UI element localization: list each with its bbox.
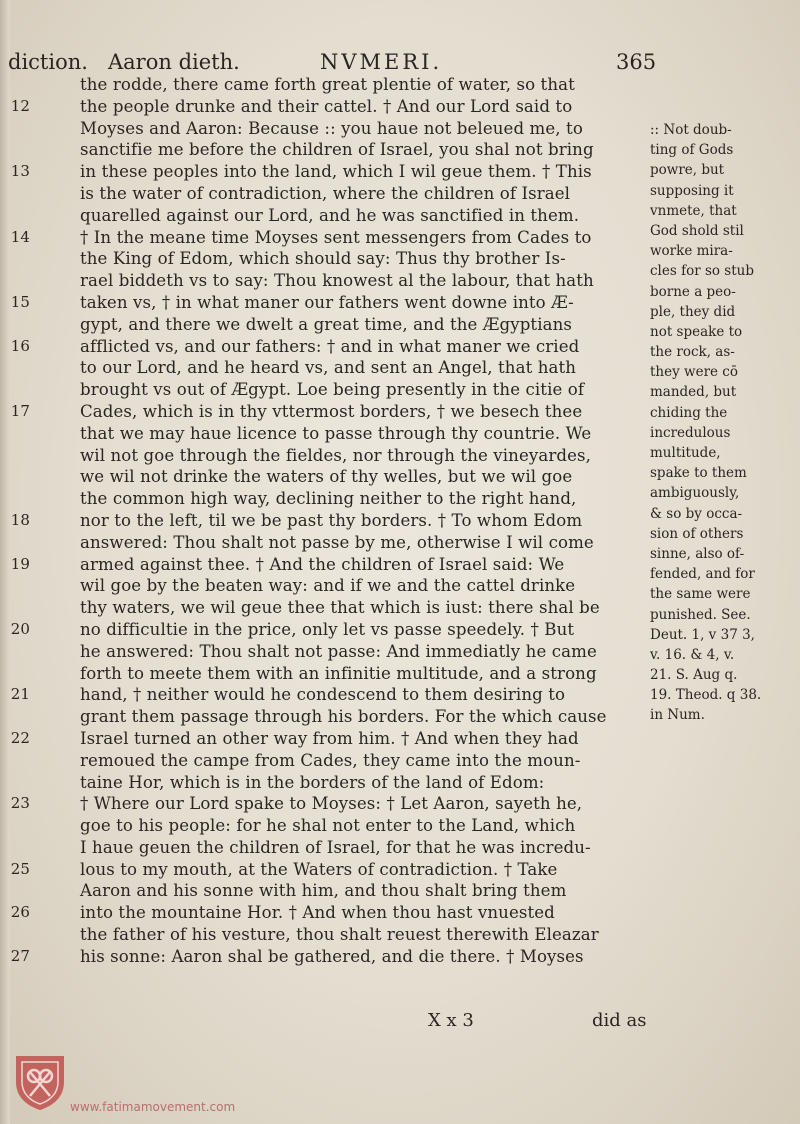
line-text: into the mountaine Hor. † And when thou hast vnuested [80, 903, 555, 923]
page-number: 365 [616, 50, 657, 74]
line-text: † Where our Lord spake to Moyses: † Let Aaron, sayeth he, [80, 794, 583, 814]
text-line [80, 750, 650, 772]
text-line [80, 248, 650, 270]
line-text: the people drunke and their cattel. † And our Lord said to [80, 96, 573, 116]
line-text: remoued the campe from Cades, they came into the moun- [80, 750, 581, 770]
note-line: God shold stil [650, 222, 744, 239]
line-text: gypt, and there we dwelt a great time, and the Ægyptians [80, 314, 572, 334]
note-line: Deut. 1, v 37 3, [650, 626, 755, 643]
note-line: incredulous [650, 424, 731, 441]
line-text: is the water of contradiction, where the children of Israel [80, 183, 571, 203]
text-line [10, 161, 650, 183]
shield-logo-icon [12, 1052, 68, 1112]
text-line [80, 270, 650, 292]
text-line [10, 292, 650, 314]
text-line [80, 488, 650, 510]
line-text: thy waters, we wil geue thee that which is iust: there shal be [80, 598, 600, 618]
text-line [80, 379, 650, 401]
text-line [10, 728, 650, 750]
note-line: in Num. [650, 707, 705, 724]
text-line [80, 575, 650, 597]
note-line: v. 16. & 4, v. [650, 646, 735, 663]
note-line: not speake to [650, 323, 743, 340]
text-line [80, 837, 650, 859]
note-line: worke mira- [650, 243, 733, 260]
note-line: 19. Theod. q 38. [650, 687, 762, 704]
catchword: did as [592, 1010, 647, 1031]
verse-number: 18 [10, 510, 30, 529]
running-head: Aaron dieth. [108, 50, 240, 74]
signature-mark: X x 3 [428, 1010, 474, 1031]
verse-number: 14 [10, 227, 30, 246]
note-line: chiding the [650, 404, 728, 421]
marginal-note [650, 120, 770, 726]
verse-number: 13 [10, 162, 30, 181]
text-line [80, 423, 650, 445]
line-text: in these peoples into the land, which I wil geue them. † This [80, 162, 592, 182]
verse-number: 12 [10, 96, 30, 115]
watermark-url: www.fatimamovement.com [70, 1100, 236, 1114]
note-line: sinne, also of- [650, 545, 745, 562]
line-text: nor to the left, til we be past thy borders. † To whom Edom [80, 510, 583, 530]
text-line [10, 859, 650, 881]
line-text: rael biddeth vs to say: Thou knowest al the labour, that hath [80, 271, 594, 291]
note-line: 21. S. Aug q. [650, 667, 738, 684]
text-line [80, 772, 650, 794]
text-line [10, 336, 650, 358]
note-line: borne a peo- [650, 283, 736, 300]
line-text: answered: Thou shalt not passe by me, otherwise I wil come [80, 532, 594, 552]
verse-number: 15 [10, 292, 30, 311]
text-line [10, 684, 650, 706]
text-line [10, 793, 650, 815]
verse-number: 26 [10, 903, 30, 922]
book-title: NVMERI. [320, 50, 443, 74]
text-line [80, 663, 650, 685]
verse-number: 20 [10, 619, 30, 638]
text-line [10, 554, 650, 576]
line-text: the father of his vesture, thou shalt reuest therewith Eleazar [80, 925, 599, 945]
line-text: goe to his people: for he shal not enter to the Land, which [80, 816, 576, 836]
note-line: ting of Gods [650, 142, 734, 159]
line-text: Aaron and his sonne with him, and thou shalt bring them [80, 881, 567, 901]
line-text: that we may haue licence to passe through thy countrie. We [80, 423, 592, 443]
line-text: armed against thee. † And the children of Israel said: We [80, 554, 565, 574]
verse-number: 27 [10, 946, 30, 965]
text-line [80, 466, 650, 488]
line-text: † In the meane time Moyses sent messengers from Cades to [80, 227, 592, 247]
line-text: quarelled against our Lord, and he was sanctified in them. [80, 205, 580, 225]
text-line [80, 118, 650, 140]
line-text: Cades, which is in thy vttermost borders, † we besech thee [80, 401, 583, 421]
line-text: he answered: Thou shalt not passe: And immediatly he came [80, 641, 597, 661]
line-text: brought vs out of Ægypt. Loe being presently in the citie of [80, 380, 585, 400]
note-line: the rock, as- [650, 344, 735, 361]
text-line [80, 641, 650, 663]
line-text: the rodde, there came forth great plentie of water, so that [80, 75, 575, 94]
note-line: spake to them [650, 465, 747, 482]
line-text: we wil not drinke the waters of thy welles, but we wil goe [80, 467, 573, 487]
note-line: cles for so stub [650, 263, 754, 280]
verse-number: 21 [10, 685, 30, 704]
text-line [80, 205, 650, 227]
header-left-word: diction. [8, 50, 88, 74]
text-line [80, 706, 650, 728]
text-line [80, 924, 650, 946]
text-line [80, 880, 650, 902]
line-text: the common high way, declining neither to the right hand, [80, 489, 577, 509]
note-line: :: Not doub- [650, 122, 732, 138]
text-line [10, 510, 650, 532]
note-line: they were cō [650, 364, 738, 381]
text-line [80, 74, 650, 96]
text-line [10, 401, 650, 423]
line-text: sanctifie me before the children of Israel, you shal not bring [80, 140, 594, 160]
text-line [10, 227, 650, 249]
verse-number: 16 [10, 336, 30, 355]
note-line: vnmete, that [650, 202, 737, 219]
verse-number: 23 [10, 794, 30, 813]
line-text: wil not goe through the fieldes, nor through the vineyardes, [80, 445, 592, 465]
note-line: ple, they did [650, 303, 736, 320]
text-line [80, 597, 650, 619]
note-line: manded, but [650, 384, 737, 401]
note-line: supposing it [650, 182, 734, 199]
line-text: to our Lord, and he heard vs, and sent an Angel, that hath [80, 358, 577, 378]
verse-number: 22 [10, 728, 30, 747]
text-line [80, 139, 650, 161]
verse-number: 19 [10, 554, 30, 573]
line-text: wil goe by the beaten way: and if we and the cattel drinke [80, 576, 576, 596]
line-text: forth to meete them with an infinitie multitude, and a strong [80, 663, 597, 683]
main-text-column [10, 74, 650, 968]
note-line: powre, but [650, 162, 725, 179]
line-text: his sonne: Aaron shal be gathered, and die there. † Moyses [80, 946, 584, 966]
line-text: Israel turned an other way from him. † And when they had [80, 728, 579, 748]
line-text: afflicted vs, and our fathers: † and in what maner we cried [80, 336, 580, 356]
page-footer [380, 1010, 650, 1036]
note-line: ambiguously, [650, 485, 740, 502]
text-line [80, 314, 650, 336]
note-line: fended, and for [650, 566, 755, 583]
verse-number: 25 [10, 859, 30, 878]
note-line: multitude, [650, 445, 721, 461]
line-text: hand, † neither would he condescend to them desiring to [80, 685, 566, 705]
note-line: & so by occa- [650, 505, 743, 522]
line-text: the King of Edom, which should say: Thus thy brother Is- [80, 249, 566, 269]
line-text: lous to my mouth, at the Waters of contradiction. † Take [80, 859, 558, 879]
verse-number: 17 [10, 401, 30, 420]
line-text: no difficultie in the price, only let vs passe speedely. † But [80, 619, 575, 639]
text-line [80, 183, 650, 205]
text-line [10, 619, 650, 641]
note-line: punished. See. [650, 606, 751, 623]
line-text: taken vs, † in what maner our fathers went downe into Æ- [80, 292, 574, 312]
line-text: taine Hor, which is in the borders of the land of Edom: [80, 772, 545, 792]
text-line [10, 96, 650, 118]
text-line [10, 902, 650, 924]
text-line [80, 532, 650, 554]
line-text: Moyses and Aaron: Because :: you haue not beleued me, to [80, 118, 583, 138]
text-line [80, 357, 650, 379]
note-line: the same were [650, 586, 751, 603]
note-line: sion of others [650, 525, 744, 542]
text-line [80, 815, 650, 837]
line-text: grant them passage through his borders. For the which cause [80, 707, 607, 727]
text-line [80, 445, 650, 467]
text-line [10, 946, 650, 968]
line-text: I haue geuen the children of Israel, for that he was incredu- [80, 837, 591, 857]
